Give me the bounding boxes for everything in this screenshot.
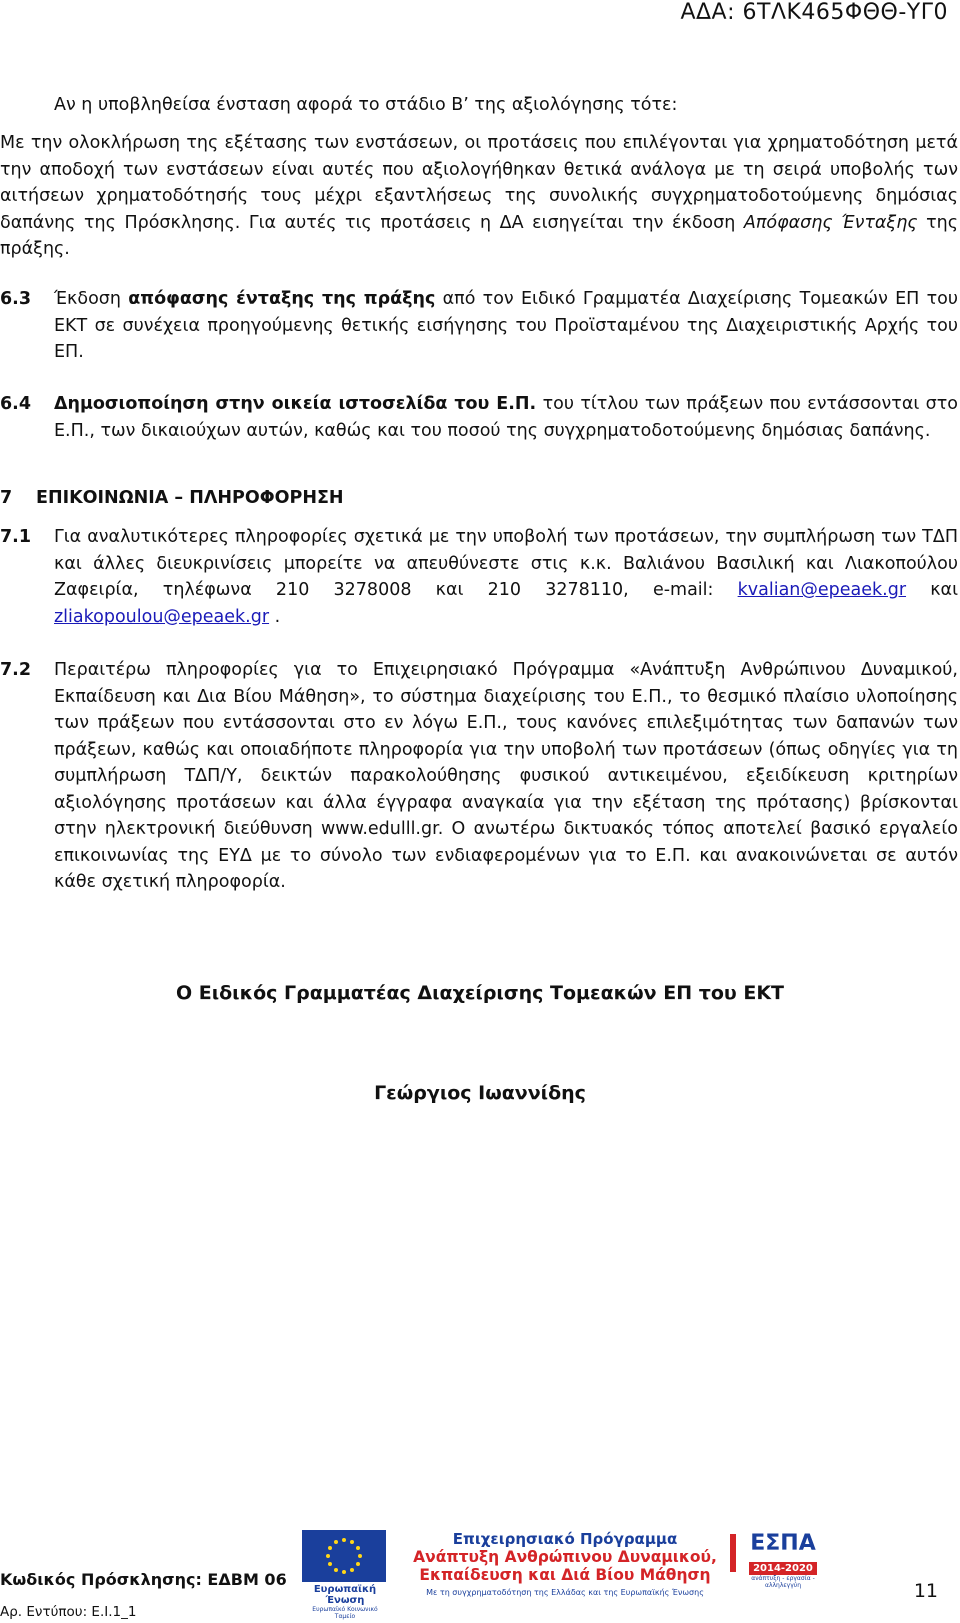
- section-number: 7.2: [0, 660, 32, 680]
- section-6-3: 6.3 Έκδοση απόφασης ένταξης της πράξης από τον Ειδικό Γραμματέα Διαχείρισης Τομεακών ΕΠ του ΕΚΤ σε συνέχεια προηγούμενης θετικής εισήγησης του Προϊσταμένου της Διαχειριστικής Αρχής του ΕΠ.: [0, 286, 958, 366]
- signatory-title: Ο Ειδικός Γραμματέας Διαχείρισης Τομεακών ΕΠ του ΕΚΤ: [175, 982, 785, 1004]
- section-7-2: 7.2 Περαιτέρω πληροφορίες για το Επιχειρησιακό Πρόγραμμα «Ανάπτυξη Ανθρώπινου Δυναμικού, Εκπαίδευση και Δια Βίου Μάθηση», το σύστημα διαχείρισης του Ε.Π., το θεσμικό πλαίσιο υλοποίησης των πράξεων που εντάσσονται στο εν λόγω Ε.Π., τους κανόνες επιλεξιμότητας των δαπανών των πράξεων, καθώς και οποιαδήποτε πληροφορία για την υποβολή των προτάσεων (όπως οδηγίες για τη συμπλήρωση ΤΔΠ/Υ, δεικτών παρακολούθησης φυσικού αντικειμένου, εξειδίκευση κριτηρίων αξιολόγησης προτάσεων και άλλα έγγραφα αναγκαία για την εξέταση της πρότασης) βρίσκονται στην ηλεκτρονική διεύθυνση www.edulll.gr. Ο ανωτέρω δικτυακός τόπος αποτελεί βασικό εργαλείο επικοινωνίας της ΕΥΔ με το σύνολο των ενδιαφερομένων για το Ε.Π. και ανακοινώνεται σε αυτόν κάθε σχετική πληροφορία.: [0, 657, 958, 896]
- ada-code: ΑΔΑ: 6ΤΛΚ465ΦΘΘ-ΥΓ0: [680, 0, 948, 25]
- eu-flag-icon: [302, 1530, 386, 1582]
- decision-term: Απόφασης Ένταξης: [743, 212, 918, 233]
- espa-mark-icon: [730, 1534, 736, 1572]
- section-number: 6.4: [0, 394, 32, 414]
- section-number: 6.3: [0, 289, 32, 309]
- section-number: 7.1: [0, 527, 32, 547]
- intro-line: Αν η υποβληθείσα ένσταση αφορά το στάδιο Β’ της αξιολόγησης τότε:: [54, 95, 678, 115]
- signatory-name: Γεώργιος Ιωαννίδης: [374, 1082, 586, 1104]
- call-code: Κωδικός Πρόσκλησης: ΕΔΒΜ 06: [0, 1570, 287, 1589]
- email-link-zliakopoulou[interactable]: zliakopoulou@epeaek.gr: [54, 606, 270, 627]
- section-7-1: 7.1 Για αναλυτικότερες πληροφορίες σχετικά με την υποβολή των προτάσεων, την συμπλήρωση των ΤΔΠ και άλλες διευκρινίσεις μπορείτε να απευθύνεστε στις κ.κ. Βαλιάνου Βασιλική και Λιακοπούλου Ζαφειρία, τηλέφωνα 210 3278008 και 210 3278110, e-mail: kvalian@epeaek.gr και zliakopoulou@epeaek.gr .: [0, 524, 958, 630]
- espa-logo: ΕΣΠΑ 2014-2020 ανάπτυξη - εργασία - αλληλεγγύη: [738, 1532, 828, 1589]
- intro-paragraph: Με την ολοκλήρωση της εξέτασης των ενστάσεων, οι προτάσεις που επιλέγονται για χρηματοδότηση μετά την αποδοχή των ενστάσεων είναι αυτές που αξιολογήθηκαν θετικά ανάλογα με τη σειρά υποβολής των αιτήσεων χρηματοδότησής τους μέχρι εξαντλήσεως της συνολικής συγχρηματοδοτούμενης δημόσιας δαπάνης της Πρόσκλησης. Για αυτές τις προτάσεις η ΔΑ εισηγείται την έκδοση Απόφασης Ένταξης της πράξης.: [0, 133, 959, 259]
- email-link-kvalian[interactable]: kvalian@epeaek.gr: [737, 580, 907, 600]
- form-number: Αρ. Εντύπου: Ε.Ι.1_1: [0, 1604, 137, 1620]
- eu-logo: Ευρωπαϊκή Ένωση Ευρωπαϊκό Κοινωνικό Ταμείο: [302, 1530, 388, 1620]
- section-7-heading: 7 ΕΠΙΚΟΙΝΩΝΙΑ – ΠΛΗΡΟΦΟΡΗΣΗ: [0, 488, 344, 508]
- operational-programme-logo: Επιχειρησιακό Πρόγραμμα Ανάπτυξη Ανθρώπινου Δυναμικού, Εκπαίδευση και Διά Βίου Μάθηση Με τη συγχρηματοδότηση της Ελλάδας και της Ευρωπαϊκής Ένωσης: [413, 1530, 717, 1597]
- section-6-4: 6.4 Δημοσιοποίηση στην οικεία ιστοσελίδα του Ε.Π. του τίτλου των πράξεων που εντάσσονται στο Ε.Π., των δικαιούχων αυτών, καθώς και του ποσού της συγχρηματοδοτούμενης δημόσιας δαπάνης.: [0, 391, 958, 444]
- page-number: 11: [913, 1580, 938, 1602]
